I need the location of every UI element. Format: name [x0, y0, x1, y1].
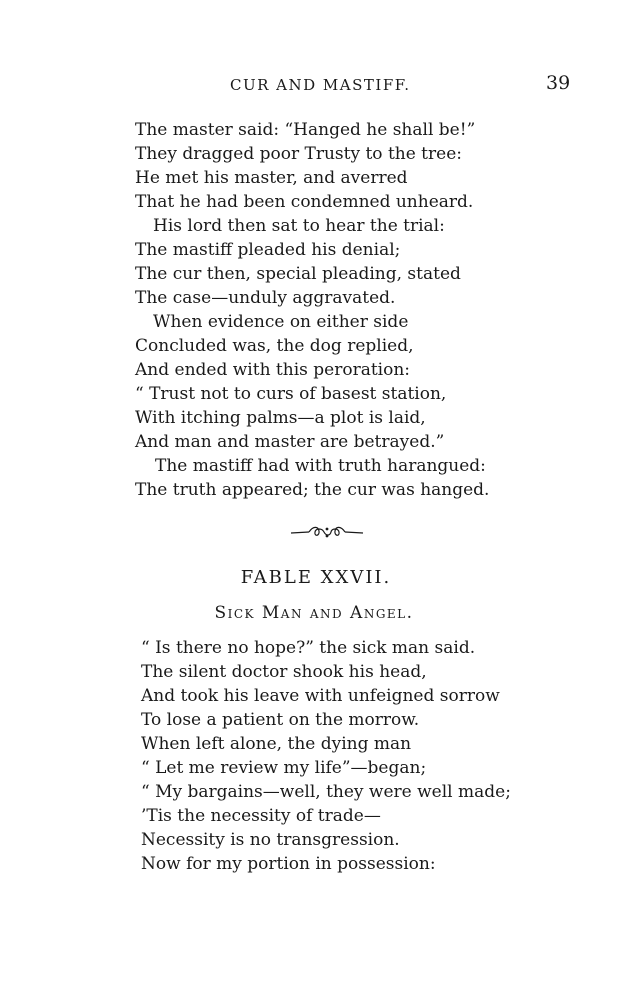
- poem-line: They dragged poor Trusty to the tree:: [135, 144, 462, 164]
- poem-line: And ended with this peroration:: [135, 360, 411, 380]
- poem-line: ’Tis the necessity of trade—: [141, 806, 381, 826]
- poem-line: The master said: “Hanged he shall be!”: [135, 120, 476, 140]
- poem-line: Necessity is no transgression.: [141, 830, 400, 850]
- page-number: 39: [546, 72, 571, 94]
- poem-line: And man and master are betrayed.”: [135, 432, 445, 452]
- poem-line: The case—unduly aggravated.: [135, 288, 396, 308]
- poem-line: The truth appeared; the cur was hanged.: [135, 480, 490, 500]
- poem-line: When evidence on either side: [153, 312, 409, 332]
- poem-line: And took his leave with unfeigned sorrow: [141, 686, 500, 706]
- poem-line: Now for my portion in possession:: [141, 854, 436, 874]
- fable-title: FABLE XXVII.: [240, 567, 392, 588]
- poem-line: “ My bargains—well, they were well made;: [141, 782, 511, 802]
- poem-line: “ Let me review my life”—began;: [141, 758, 427, 778]
- poem-line: To lose a patient on the morrow.: [141, 710, 420, 730]
- fable-subtitle: Sick Man and Angel.: [214, 603, 414, 623]
- poem-line: “ Trust not to curs of basest station,: [135, 384, 447, 404]
- poem-line: The mastiff pleaded his denial;: [135, 240, 401, 260]
- poem-line: The mastiff had with truth harangued:: [155, 456, 486, 476]
- poem-line: Concluded was, the dog replied,: [135, 336, 414, 356]
- running-title: CUR AND MASTIFF.: [230, 76, 411, 94]
- poem-line: The silent doctor shook his head,: [141, 662, 427, 682]
- poem-line: “ Is there no hope?” the sick man said.: [141, 638, 476, 658]
- poem-line: With itching palms—a plot is laid,: [135, 408, 426, 428]
- ornament-divider-icon: [289, 522, 365, 542]
- poem-line: When left alone, the dying man: [141, 734, 412, 754]
- poem-line: The cur then, special pleading, stated: [135, 264, 461, 284]
- poem-line: His lord then sat to hear the trial:: [153, 216, 445, 236]
- poem-line: He met his master, and averred: [135, 168, 408, 188]
- poem-line: That he had been condemned unheard.: [135, 192, 474, 212]
